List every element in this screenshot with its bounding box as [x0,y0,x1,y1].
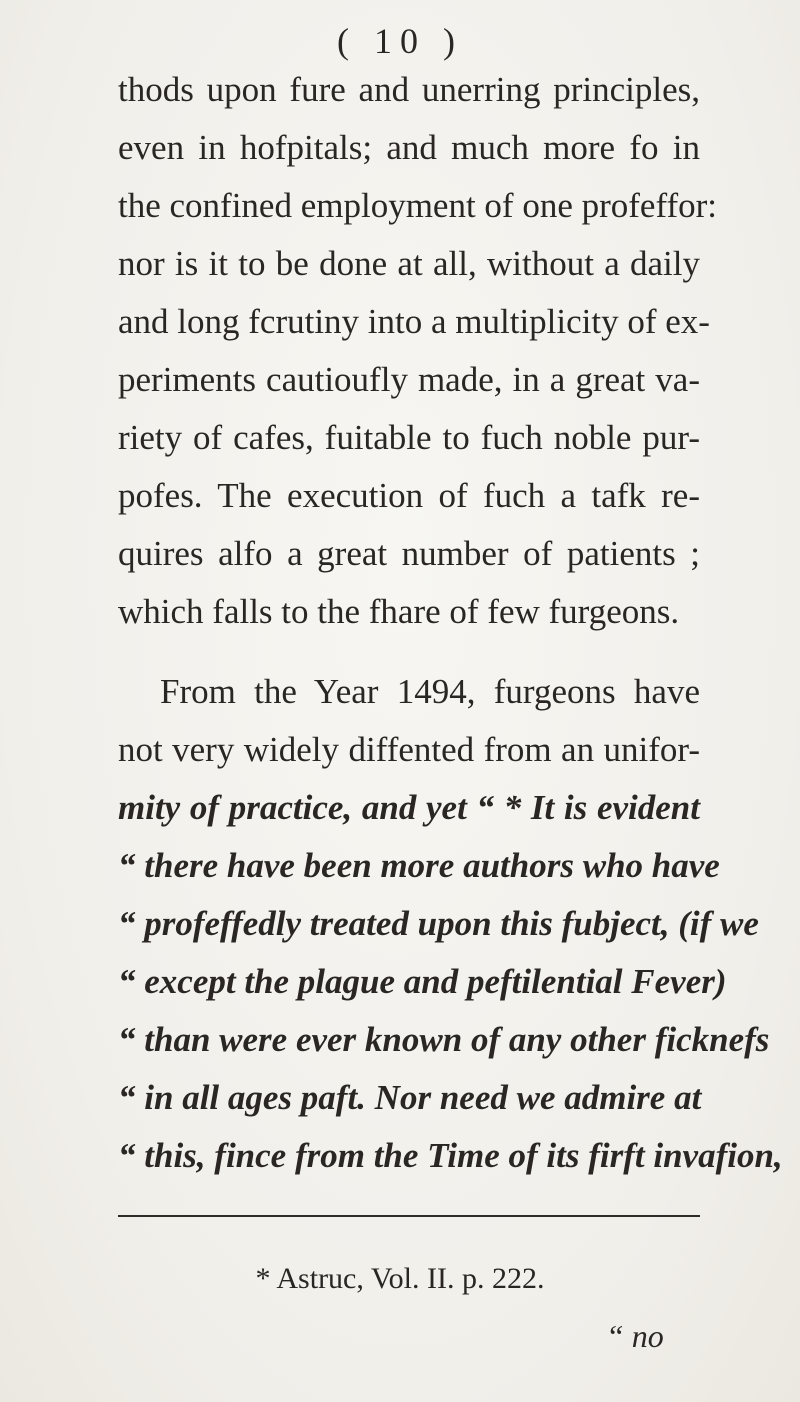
text-line: From the Year 1494, furgeons have [160,672,700,711]
quote-line: “ except the plague and peftilential Fever) [118,962,727,1001]
text-line: not very widely diffented from an unifor- [118,730,700,769]
catchword: “ no [606,1318,664,1354]
text-line: thods upon fure and unerring principles, [118,70,700,109]
text-line: periments cautioufly made, in a great va- [118,360,700,399]
quote-line: “ than were ever known of any other ficknefs [118,1020,770,1059]
quote-line: “ profeffedly treated upon this fubject, (if we [118,904,759,943]
text-line: pofes. The execution of fuch a tafk re- [118,476,700,515]
quote-line: “ there have been more authors who have [118,846,720,885]
text-line: and long fcrutiny into a multiplicity of ex- [118,302,710,341]
text-line: mity of practice, and yet “ * It is evident [118,788,700,827]
text-line: the confined employment of one profeffor: [118,186,718,225]
text-line: nor is it to be done at all, without a daily [118,244,700,283]
footnote: * Astruc, Vol. II. p. 222. [255,1262,545,1295]
text-line: riety of cafes, fuitable to fuch noble pur- [118,418,700,457]
text-line: even in hofpitals; and much more fo in [118,128,700,167]
text-line: quires alfo a great number of patients ; [118,534,700,573]
quote-line: “ in all ages paft. Nor need we admire at [118,1078,702,1117]
text-line: which falls to the fhare of few furgeons. [118,592,680,631]
quote-line: “ this, fince from the Time of its firft invafion, [118,1136,783,1175]
footnote-rule [118,1215,700,1217]
page-number: ( 10 ) [337,21,463,61]
